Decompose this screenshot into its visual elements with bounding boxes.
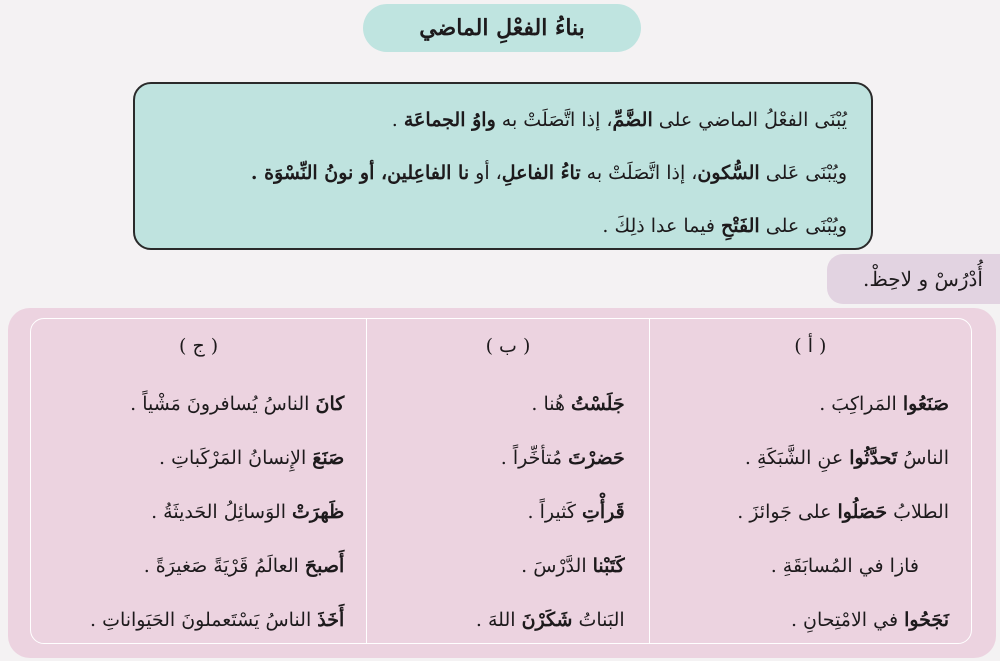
lesson-title <box>363 4 641 52</box>
rule-bold: أو نونُ النِّسْوَة . <box>250 162 375 184</box>
table-row: جَلَسْتُ هُنا . <box>531 393 625 415</box>
lesson-title-text: بناءُ الفعْلِ الماضي <box>419 15 585 41</box>
rule-text: ، إذا اتَّصَلَتْ به <box>495 109 613 131</box>
column-header: ( أ ) <box>794 335 827 357</box>
examples-table <box>30 318 972 644</box>
rule-text: ، إذا اتَّصَلَتْ به <box>580 162 698 184</box>
study-label-text: أُدْرُسْ و لاحِظْ. <box>862 267 983 291</box>
table-row: أَصبحَ العالَمُ قَرْيَةً صَغيرَةً . <box>143 555 345 577</box>
rules-box <box>133 82 873 250</box>
rule-line-1 <box>155 94 847 147</box>
rule-bold: واوُ الجماعَة <box>403 109 496 131</box>
rule-text: فيما عدا ذلِكَ . <box>602 215 721 237</box>
table-row: فازا في المُسابَقَةِ . <box>770 555 919 577</box>
table-row: قَرأْتِ كَثيراً . <box>527 501 625 523</box>
rule-bold: نا الفاعِلين، <box>374 162 470 184</box>
table-row: ظَهرَتْ الوَسائِلُ الحَديثَةُ . <box>151 501 345 523</box>
rule-text: ويُبْنَى عَلى <box>759 162 847 184</box>
rule-text: ويُبْنَى على <box>759 215 847 237</box>
rule-bold: السُّكون <box>697 162 760 184</box>
table-row: كَتَبْنا الدَّرْسَ . <box>521 555 625 577</box>
rule-bold: تاءُ الفاعلِ <box>501 162 581 184</box>
column-c <box>31 319 366 643</box>
table-row: البَناتُ شَكَرْنَ اللهَ . <box>475 609 625 631</box>
rule-text: . <box>391 109 404 131</box>
table-row: أَخَذَ الناسُ يَسْتَعملونَ الحَيَواناتِ . <box>89 609 345 631</box>
column-header: ( ج ) <box>179 335 219 357</box>
table-row: نَجَحُوا في الامْتِحانِ . <box>790 609 949 631</box>
column-header: ( ب ) <box>485 335 531 357</box>
rule-bold: الضَّمِّ <box>612 109 653 131</box>
rule-line-3 <box>155 200 847 253</box>
table-row: كانَ الناسُ يُسافرونَ مَشْياً . <box>130 393 345 415</box>
table-row: الطلابُ حَصَلُوا على جَوائزَ . <box>737 501 949 523</box>
rule-line-2 <box>155 147 847 200</box>
table-row: الناسُ تَحدَّثُوا عنِ الشَّبَكَةِ . <box>744 447 949 469</box>
column-a <box>650 319 971 643</box>
rule-text: ، أو <box>469 162 502 184</box>
study-label <box>827 254 1000 304</box>
column-b <box>366 319 649 643</box>
rule-bold: الفَتْحِ <box>721 215 760 237</box>
table-row: صَنَعَ الإِنسانُ المَرْكَباتِ . <box>159 447 345 469</box>
rule-text: يُبْنَى الفعْلُ الماضي على <box>652 109 847 131</box>
table-row: حَضرْتَ مُتأخِّراً . <box>500 447 625 469</box>
table-row: صَنَعُوا المَراكِبَ . <box>819 393 949 415</box>
